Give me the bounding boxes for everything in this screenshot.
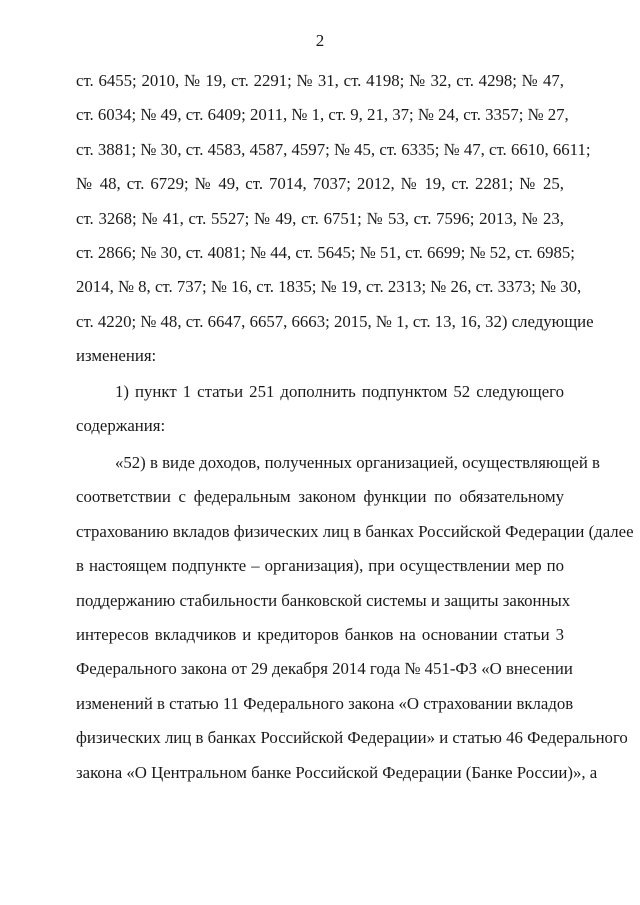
- text-line: изменения:: [76, 346, 157, 366]
- text-line: ст. 3881; № 30, ст. 4583, 4587, 4597; № 45, ст. 6335; № 47, ст. 6610, 6611;: [76, 139, 591, 159]
- text-line: ст. 2866; № 30, ст. 4081; № 44, ст. 5645; № 51, ст. 6699; № 52, ст. 6985;: [76, 242, 575, 262]
- text-line: соответствии с федеральным законом функции по обязательному: [76, 487, 564, 507]
- text-line: Федерального закона от 29 декабря 2014 года № 451-ФЗ «О внесении: [76, 659, 573, 679]
- text-line: 2014, № 8, ст. 737; № 16, ст. 1835; № 19, ст. 2313; № 26, ст. 3373; № 30,: [76, 277, 582, 297]
- text-line: 1) пункт 1 статьи 251 дополнить подпунктом 52 следующего: [115, 382, 564, 401]
- paragraph-subitem-52: [76, 453, 634, 797]
- text-line: № 48, ст. 6729; № 49, ст. 7014, 7037; 2012, № 19, ст. 2281; № 25,: [76, 174, 564, 194]
- paragraph-citations: [76, 71, 594, 381]
- text-line: ст. 4220; № 48, ст. 6647, 6657, 6663; 2015, № 1, ст. 13, 16, 32) следующие: [76, 311, 594, 331]
- text-line: страхованию вкладов физических лиц в банках Российской Федерации (далее: [76, 521, 634, 541]
- text-line: ст. 6034; № 49, ст. 6409; 2011, № 1, ст. 9, 21, 37; № 24, ст. 3357; № 27,: [76, 105, 569, 125]
- text-line: интересов вкладчиков и кредиторов банков на основании статьи 3: [76, 624, 564, 644]
- paragraph-item-1: [76, 382, 564, 451]
- text-line: «52) в виде доходов, полученных организацией, осуществляющей в: [115, 453, 600, 472]
- text-line: поддержанию стабильности банковской системы и защиты законных: [76, 590, 571, 610]
- text-line: содержания:: [76, 416, 166, 436]
- text-line: закона «О Центральном банке Российской Федерации (Банке России)», а: [76, 762, 598, 782]
- text-line: ст. 3268; № 41, ст. 5527; № 49, ст. 6751; № 53, ст. 7596; 2013, № 23,: [76, 208, 564, 228]
- page-number: 2: [315, 31, 325, 50]
- text-line: физических лиц в банках Российской Федерации» и статью 46 Федерального: [76, 728, 628, 748]
- text-line: в настоящем подпункте – организация), при осуществлении мер по: [76, 556, 564, 576]
- text-line: изменений в статью 11 Федерального закона «О страховании вкладов: [76, 693, 574, 713]
- text-line: ст. 6455; 2010, № 19, ст. 2291; № 31, ст. 4198; № 32, ст. 4298; № 47,: [76, 71, 564, 90]
